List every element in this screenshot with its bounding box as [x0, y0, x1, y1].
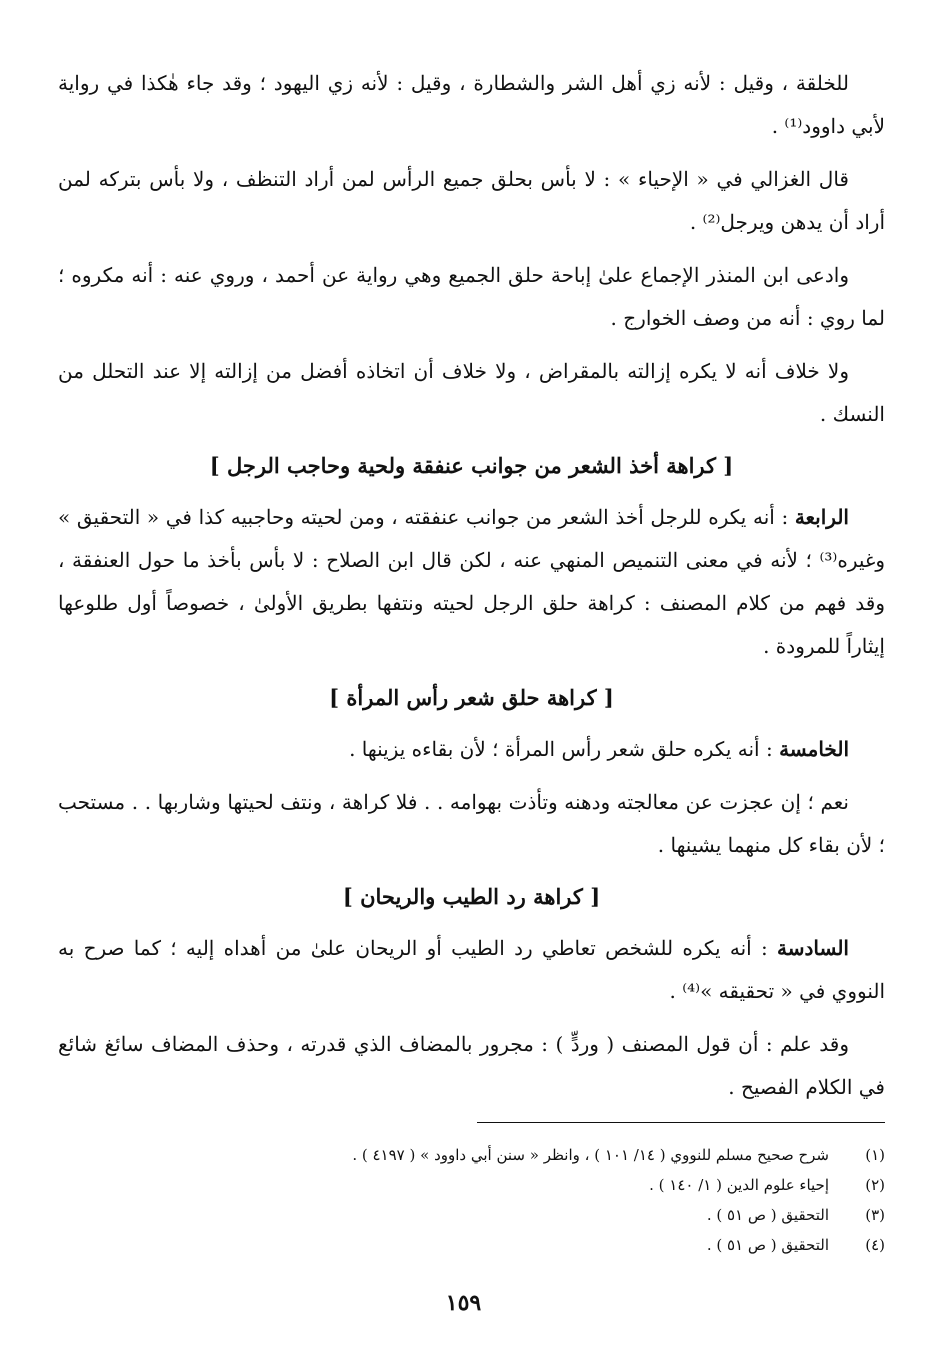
paragraph-lead: الخامسة [779, 737, 849, 761]
footnotes [58, 1140, 885, 1260]
footnote-text: التحقيق ( ص ٥١ ) . [706, 1206, 829, 1224]
paragraph-lead: الرابعة [794, 505, 849, 529]
footnote-text: شرح صحيح مسلم للنووي ( ١٤/ ١٠١ ) ، وانظر « سنن أبي داوود » ( ٤١٩٧ ) . [352, 1146, 829, 1164]
paragraph: نعم ؛ إن عجزت عن معالجته ودهنه وتأذت بهوامه . . فلا كراهة ، ونتف لحيتها وشاربها . . مستحب ؛ لأن بقاء كل منهما يشينها . [58, 790, 885, 857]
paragraph [58, 496, 885, 668]
paragraph-lead: السادسة [777, 936, 849, 960]
footnote-number: (١) [865, 1146, 885, 1164]
paragraph-text: : أنه يكره للرجل أخذ الشعر من جوانب عنفقته ، ومن لحيته وحاجبيه كذا في « التحقيق » وغيره⁽³⁾ ؛ لأنه في معنى التنميص المنهي عنه ، لكن قال ابن الصلاح : لا بأس بأخذ ما حول العنفقة ، وقد فهم من كلام المصنف : كراهة حلق الرجل لحيته ونتفها بطريق الأولىٰ ، خصوصاً أول طلوعها إيثاراً للمرودة . [58, 505, 885, 658]
section-heading: [ كراهة رد الطيب والريحان ] [342, 884, 601, 909]
paragraph: قال الغزالي في « الإحياء » : لا بأس بحلق جميع الرأس لمن أراد التنظف ، ولا بأس بتركه لمن أراد أن يدهن ويرجل⁽²⁾ . [58, 167, 885, 234]
footnote [58, 1200, 885, 1230]
section-heading: [ كراهة حلق شعر رأس المرأة ] [329, 685, 614, 710]
footnote-number: (٢) [865, 1176, 885, 1194]
footnote-text: إحياء علوم الدين ( ١/ ١٤٠ ) . [649, 1176, 829, 1194]
main-text [58, 62, 885, 1109]
footnote [58, 1140, 885, 1170]
paragraph: وادعى ابن المنذر الإجماع علىٰ إباحة حلق الجميع وهي رواية عن أحمد ، وروي عنه : أنه مكروه ؛ لما روي : أنه من وصف الخوارج . [58, 263, 885, 330]
footnote-number: (٣) [865, 1206, 885, 1224]
paragraph [58, 728, 885, 771]
footnote [58, 1170, 885, 1200]
footnote [58, 1230, 885, 1260]
paragraph: للخلقة ، وقيل : لأنه زي أهل الشر والشطارة ، وقيل : لأنه زي اليهود ؛ وقد جاء هٰكذا في رواية لأبي داوود⁽¹⁾ . [58, 71, 885, 138]
section-heading: [ كراهة أخذ الشعر من جوانب عنفقة ولحية وحاجب الرجل ] [209, 453, 734, 478]
paragraph: ولا خلاف أنه لا يكره إزالته بالمقراض ، ولا خلاف أن اتخاذه أفضل من إزالته إلا عند التحلل من النسك . [58, 359, 885, 426]
paragraph: وقد علم : أن قول المصنف ( وردٍّ ) : مجرور بالمضاف الذي قدرته ، وحذف المضاف سائغ شائع في الكلام الفصيح . [58, 1032, 885, 1099]
paragraph-text: : أنه يكره حلق شعر رأس المرأة ؛ لأن بقاءه يزينها . [349, 737, 780, 761]
page-number: ١٥٩ [445, 1290, 482, 1316]
paragraph-text: : أنه يكره للشخص تعاطي رد الطيب أو الريحان علىٰ من أهداه إليه ؛ كما صرح به النووي في « تحقيقه »⁽⁴⁾ . [58, 936, 885, 1003]
footnote-number: (٤) [865, 1236, 885, 1254]
footnote-text: التحقيق ( ص ٥١ ) . [706, 1236, 829, 1254]
paragraph [58, 927, 885, 1013]
footnote-divider [477, 1122, 885, 1123]
